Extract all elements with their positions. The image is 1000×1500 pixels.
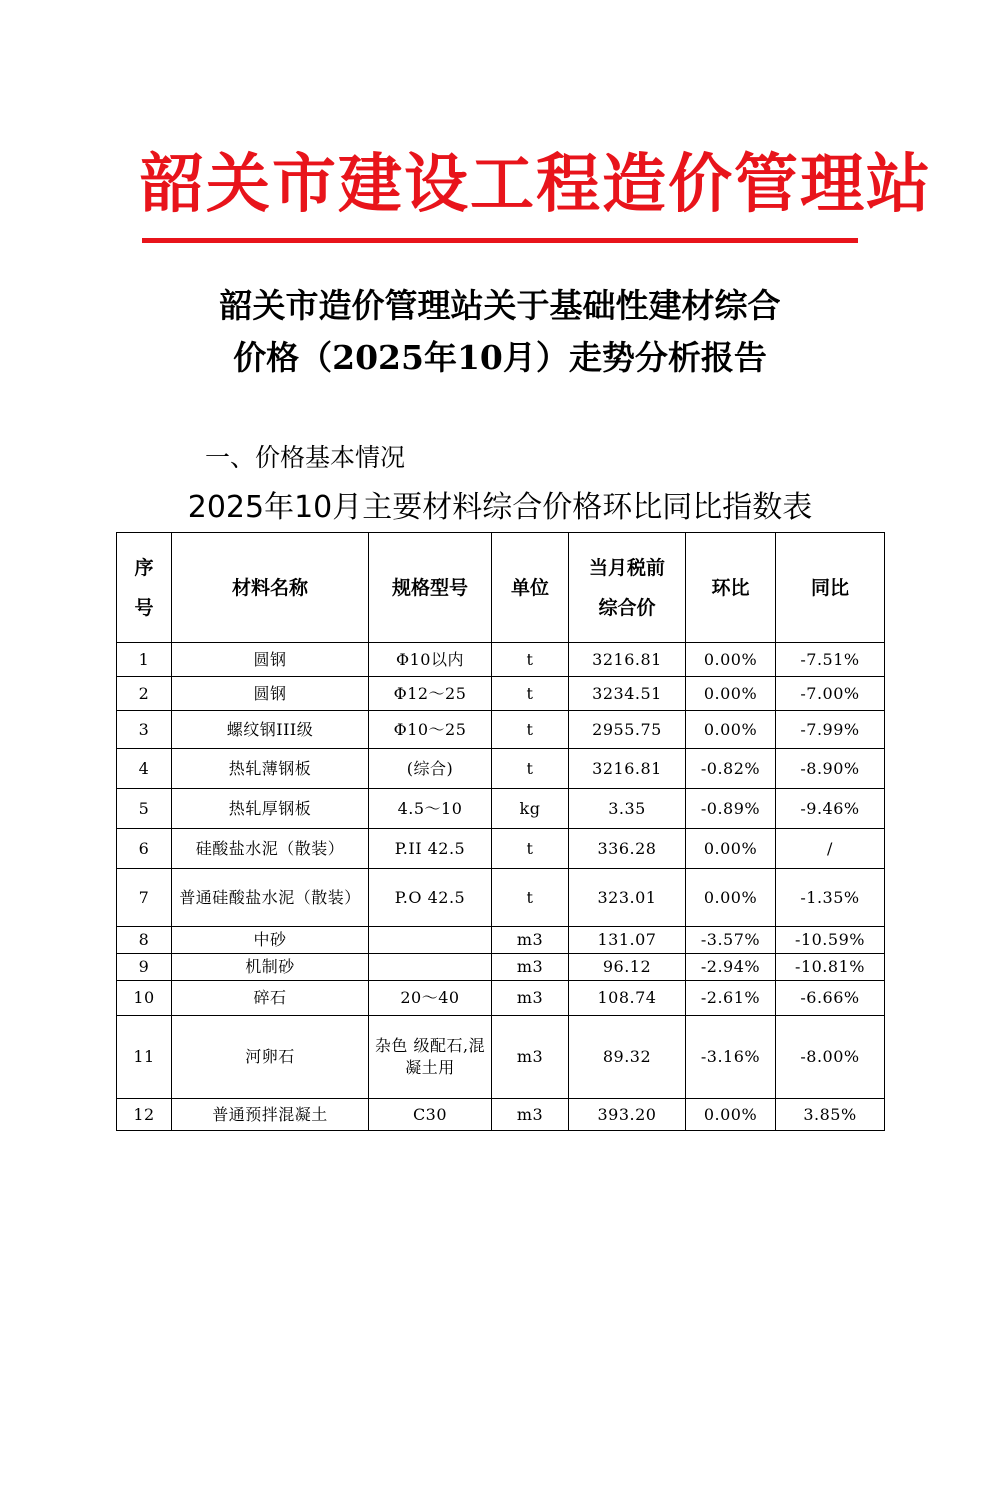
cell-yoy: -6.66% bbox=[776, 981, 885, 1016]
cell-mom: -0.82% bbox=[686, 749, 776, 789]
cell-price: 3234.51 bbox=[569, 677, 686, 711]
cell-price: 131.07 bbox=[569, 927, 686, 954]
cell-name: 普通预拌混凝土 bbox=[172, 1099, 369, 1131]
table-title: 2025年10月主要材料综合价格环比同比指数表 bbox=[187, 490, 813, 525]
cell-spec: 杂色 级配石,混凝土用 bbox=[369, 1016, 492, 1099]
cell-no: 1 bbox=[117, 643, 172, 677]
header-yoy: 同比 bbox=[776, 533, 885, 643]
header-spec: 规格型号 bbox=[369, 533, 492, 643]
cell-yoy: -7.00% bbox=[776, 677, 885, 711]
cell-unit: t bbox=[492, 869, 569, 927]
cell-no: 7 bbox=[117, 869, 172, 927]
cell-mom: 0.00% bbox=[686, 1099, 776, 1131]
table-row bbox=[117, 954, 885, 981]
cell-spec: C30 bbox=[369, 1099, 492, 1131]
cell-price: 3.35 bbox=[569, 789, 686, 829]
table-header-row bbox=[117, 533, 885, 643]
cell-name: 螺纹钢III级 bbox=[172, 711, 369, 749]
cell-yoy: -7.51% bbox=[776, 643, 885, 677]
cell-name: 碎石 bbox=[172, 981, 369, 1016]
cell-price: 89.32 bbox=[569, 1016, 686, 1099]
organization-name: 韶关市建设工程造价管理站 bbox=[140, 148, 932, 222]
cell-name: 河卵石 bbox=[172, 1016, 369, 1099]
header-material-name: 材料名称 bbox=[172, 533, 369, 643]
cell-price: 3216.81 bbox=[569, 749, 686, 789]
cell-yoy: -7.99% bbox=[776, 711, 885, 749]
cell-name: 中砂 bbox=[172, 927, 369, 954]
cell-no: 5 bbox=[117, 789, 172, 829]
cell-yoy: 3.85% bbox=[776, 1099, 885, 1131]
cell-yoy: -9.46% bbox=[776, 789, 885, 829]
cell-yoy: -1.35% bbox=[776, 869, 885, 927]
cell-name: 机制砂 bbox=[172, 954, 369, 981]
cell-name: 普通硅酸盐水泥（散装） bbox=[172, 869, 369, 927]
cell-yoy: -8.90% bbox=[776, 749, 885, 789]
cell-mom: 0.00% bbox=[686, 829, 776, 869]
header-index bbox=[117, 533, 172, 643]
cell-yoy: -10.59% bbox=[776, 927, 885, 954]
cell-spec bbox=[369, 927, 492, 954]
cell-no: 12 bbox=[117, 1099, 172, 1131]
cell-spec: P.O 42.5 bbox=[369, 869, 492, 927]
cell-mom: -2.94% bbox=[686, 954, 776, 981]
cell-unit: t bbox=[492, 711, 569, 749]
document-title-line-1: 韶关市造价管理站关于基础性建材综合 bbox=[219, 286, 781, 325]
cell-unit: m3 bbox=[492, 1099, 569, 1131]
cell-unit: m3 bbox=[492, 981, 569, 1016]
cell-no: 3 bbox=[117, 711, 172, 749]
cell-name: 圆钢 bbox=[172, 643, 369, 677]
cell-unit: m3 bbox=[492, 954, 569, 981]
cell-spec: Φ12～25 bbox=[369, 677, 492, 711]
table-row bbox=[117, 1016, 885, 1099]
cell-unit: m3 bbox=[492, 1016, 569, 1099]
cell-mom: 0.00% bbox=[686, 711, 776, 749]
cell-mom: -0.89% bbox=[686, 789, 776, 829]
cell-name: 圆钢 bbox=[172, 677, 369, 711]
table-row bbox=[117, 927, 885, 954]
table-row bbox=[117, 711, 885, 749]
cell-price: 323.01 bbox=[569, 869, 686, 927]
cell-price: 2955.75 bbox=[569, 711, 686, 749]
cell-mom: 0.00% bbox=[686, 677, 776, 711]
cell-unit: t bbox=[492, 829, 569, 869]
cell-no: 2 bbox=[117, 677, 172, 711]
cell-price: 96.12 bbox=[569, 954, 686, 981]
cell-spec: 4.5～10 bbox=[369, 789, 492, 829]
cell-no: 9 bbox=[117, 954, 172, 981]
cell-price: 108.74 bbox=[569, 981, 686, 1016]
table-row bbox=[117, 643, 885, 677]
cell-unit: t bbox=[492, 749, 569, 789]
document-title bbox=[100, 280, 900, 384]
cell-unit: t bbox=[492, 643, 569, 677]
section-heading: 一、价格基本情况 bbox=[205, 443, 406, 472]
table-row bbox=[117, 869, 885, 927]
header-price bbox=[569, 533, 686, 643]
cell-unit: kg bbox=[492, 789, 569, 829]
cell-no: 4 bbox=[117, 749, 172, 789]
header-red-rule bbox=[142, 238, 858, 243]
header-index-line-1: 序 bbox=[134, 556, 154, 579]
cell-no: 6 bbox=[117, 829, 172, 869]
table-row bbox=[117, 1099, 885, 1131]
cell-no: 11 bbox=[117, 1016, 172, 1099]
cell-spec bbox=[369, 954, 492, 981]
header-price-line-1: 当月税前 bbox=[588, 556, 665, 579]
cell-yoy: / bbox=[776, 829, 885, 869]
cell-spec: Φ10～25 bbox=[369, 711, 492, 749]
cell-price: 393.20 bbox=[569, 1099, 686, 1131]
cell-mom: -3.16% bbox=[686, 1016, 776, 1099]
cell-no: 8 bbox=[117, 927, 172, 954]
table-row bbox=[117, 789, 885, 829]
table-row bbox=[117, 677, 885, 711]
table-row bbox=[117, 749, 885, 789]
header-mom: 环比 bbox=[686, 533, 776, 643]
cell-spec: (综合) bbox=[369, 749, 492, 789]
table-row bbox=[117, 829, 885, 869]
header-unit: 单位 bbox=[492, 533, 569, 643]
cell-name: 热轧厚钢板 bbox=[172, 789, 369, 829]
cell-yoy: -10.81% bbox=[776, 954, 885, 981]
cell-name: 热轧薄钢板 bbox=[172, 749, 369, 789]
cell-price: 336.28 bbox=[569, 829, 686, 869]
price-index-table bbox=[116, 532, 885, 1131]
cell-name: 硅酸盐水泥（散装） bbox=[172, 829, 369, 869]
cell-mom: -2.61% bbox=[686, 981, 776, 1016]
header-price-line-2: 综合价 bbox=[598, 596, 656, 619]
table-row bbox=[117, 981, 885, 1016]
header-index-line-2: 号 bbox=[134, 596, 154, 619]
cell-mom: -3.57% bbox=[686, 927, 776, 954]
cell-unit: t bbox=[492, 677, 569, 711]
cell-spec: Φ10以内 bbox=[369, 643, 492, 677]
cell-unit: m3 bbox=[492, 927, 569, 954]
cell-yoy: -8.00% bbox=[776, 1016, 885, 1099]
cell-price: 3216.81 bbox=[569, 643, 686, 677]
document-title-line-2: 价格（2025年10月）走势分析报告 bbox=[233, 338, 767, 377]
cell-spec: P.II 42.5 bbox=[369, 829, 492, 869]
cell-no: 10 bbox=[117, 981, 172, 1016]
cell-mom: 0.00% bbox=[686, 643, 776, 677]
cell-spec: 20～40 bbox=[369, 981, 492, 1016]
cell-mom: 0.00% bbox=[686, 869, 776, 927]
